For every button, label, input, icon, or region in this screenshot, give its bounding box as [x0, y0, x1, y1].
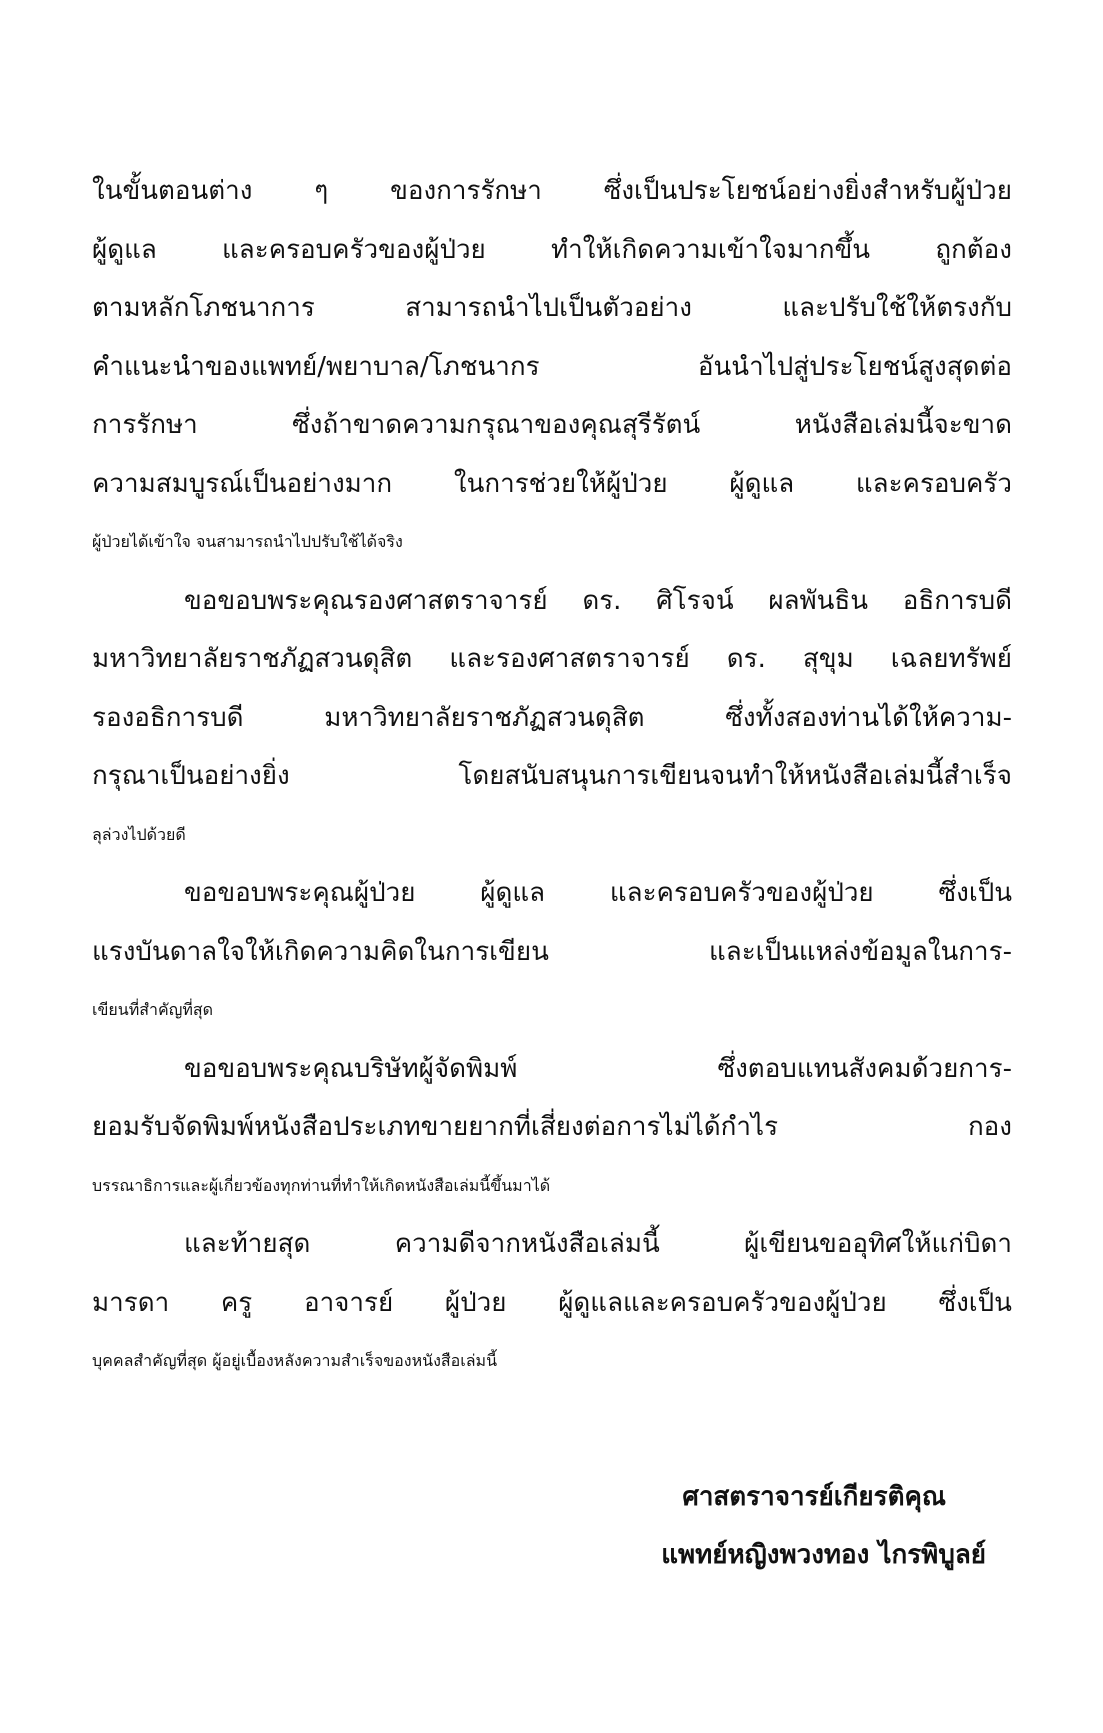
text-line: คำแนะนำของแพทย์/พยาบาล/โภชนากร อันนำไปสู่ประโยชน์สูงสุดต่อ — [92, 351, 1012, 382]
paragraph — [92, 1040, 1012, 1216]
text-line: ผู้ป่วยได้เข้าใจ จนสามารถนำไปปรับใช้ได้จริง — [92, 532, 403, 551]
signature-name: แพทย์หญิงพวงทอง ไกรพิบูลย์ — [661, 1540, 986, 1570]
body-text — [92, 162, 1012, 1391]
text-line: และท้ายสุด ความดีจากหนังสือเล่มนี้ ผู้เขียนขออุทิศให้แก่บิดา — [184, 1229, 1012, 1259]
text-line: ยอมรับจัดพิมพ์หนังสือประเภทขายยากที่เสี่ยงต่อการไม่ได้กำไร กอง — [92, 1112, 1012, 1142]
text-line: แรงบันดาลใจให้เกิดความคิดในการเขียน และเป็นแหล่งข้อมูลในการ- — [92, 936, 1012, 967]
text-line: ตามหลักโภชนาการ สามารถนำไปเป็นตัวอย่าง และปรับใช้ให้ตรงกับ — [92, 293, 1012, 323]
text-line: ในขั้นตอนต่าง ๆ ของการรักษา ซึ่งเป็นประโยชน์อย่างยิ่งสำหรับผู้ป่วย — [92, 176, 1012, 206]
signature-block — [661, 1468, 986, 1584]
text-line: ความสมบูรณ์เป็นอย่างมาก ในการช่วยให้ผู้ป่วย ผู้ดูแล และครอบครัว — [92, 468, 1012, 499]
paragraph — [92, 1215, 1012, 1391]
signature-title: ศาสตราจารย์เกียรติคุณ — [682, 1482, 946, 1512]
text-line: ขอขอบพระคุณผู้ป่วย ผู้ดูแล และครอบครัวของผู้ป่วย ซึ่งเป็น — [184, 878, 1012, 908]
text-line: กรุณาเป็นอย่างยิ่ง โดยสนับสนุนการเขียนจนทำให้หนังสือเล่มนี้สำเร็จ — [92, 761, 1012, 791]
text-line: บรรณาธิการและผู้เกี่ยวข้องทุกท่านที่ทำให้เกิดหนังสือเล่มนี้ขึ้นมาได้ — [92, 1175, 551, 1195]
text-line: ผู้ดูแล และครอบครัวของผู้ป่วย ทำให้เกิดความเข้าใจมากขึ้น ถูกต้อง — [92, 234, 1012, 265]
paragraph — [92, 572, 1012, 865]
text-line: ลุล่วงไปด้วยดี — [92, 824, 186, 844]
text-line: มารดา ครู อาจารย์ ผู้ป่วย ผู้ดูแลและครอบครัวของผู้ป่วย ซึ่งเป็น — [92, 1287, 1012, 1318]
paragraph — [92, 864, 1012, 1040]
text-line: บุคคลสำคัญที่สุด ผู้อยู่เบื้องหลังความสำเร็จของหนังสือเล่มนี้ — [92, 1351, 498, 1370]
paragraph — [92, 162, 1012, 572]
text-line: การรักษา ซึ่งถ้าขาดความกรุณาของคุณสุรีรัตน์ หนังสือเล่มนี้จะขาด — [92, 410, 1012, 440]
text-line: รองอธิการบดี มหาวิทยาลัยราชภัฏสวนดุสิต ซึ่งทั้งสองท่านได้ให้ความ- — [92, 702, 1012, 733]
text-line: มหาวิทยาลัยราชภัฏสวนดุสิต และรองศาสตราจารย์ ดร. สุขุม เฉลยทรัพย์ — [92, 644, 1012, 674]
text-line: ขอขอบพระคุณรองศาสตราจารย์ ดร. ศิโรจน์ ผลพันธิน อธิการบดี — [184, 585, 1012, 616]
text-line: ขอขอบพระคุณบริษัทผู้จัดพิมพ์ ซึ่งตอบแทนสังคมด้วยการ- — [184, 1053, 1012, 1084]
text-line: เขียนที่สำคัญที่สุด — [92, 1000, 214, 1019]
